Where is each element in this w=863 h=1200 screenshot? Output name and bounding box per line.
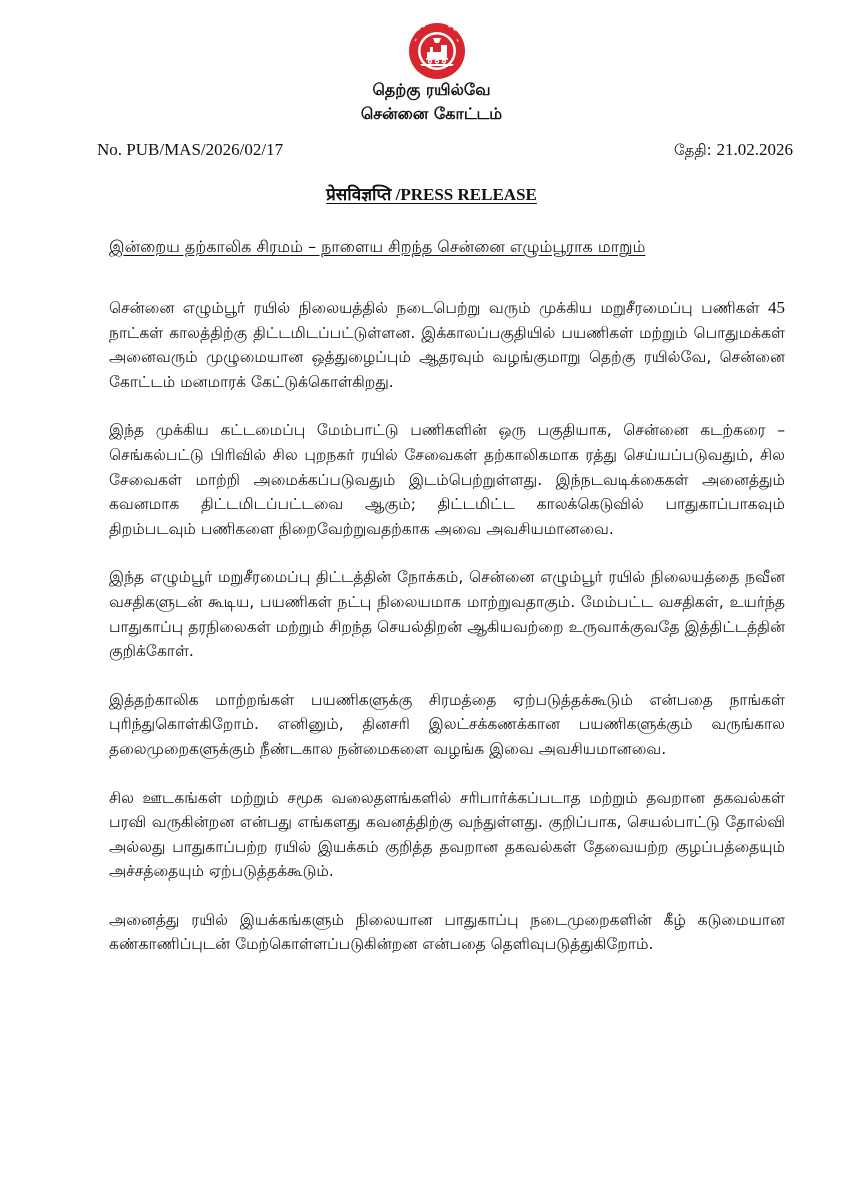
headline: இன்றைய தற்காலிக சிரமம் – நாளைய சிறந்த சென்னை எழும்பூராக மாறும் xyxy=(109,237,646,256)
press-release-title-text: प्रेसविज्ञप्ति /PRESS RELEASE xyxy=(326,185,537,204)
paragraph-1-part-b: நாட்கள் காலத்திற்கு திட்டமிடப்பட்டுள்ளன. இக்காலப்பகுதியில் பயணிகள் மற்றும் பொதுமக்கள் அனைவரும் முழுமையான ஒத்துழைப்பும் ஆதரவும் வழங்குமாறு தெற்கு ரயில்வே, சென்னை கோட்டம் மனமாரக் கேட்டுக்கொள்கிறது. xyxy=(109,323,785,391)
release-date xyxy=(674,140,793,161)
paragraph-3: இந்த எழும்பூர் மறுசீரமைப்பு திட்டத்தின் நோக்கம், சென்னை எழும்பூர் ரயில் நிலையத்தை நவீன வசதிகளுடன் கூடிய, பயணிகள் நட்பு நிலையமாக மாற்றுவதாகும். மேம்பட்ட வசதிகள், உயர்ந்த பாதுகாப்பு தரநிலைகள் மற்றும் சிறந்த செயல்திறன் ஆகியவற்றை உருவாக்குவதே இத்திட்டத்தின் குறிக்கோள். xyxy=(109,568,785,661)
paragraph-1 xyxy=(109,296,785,394)
paragraph-4: இத்தற்காலிக மாற்றங்கள் பயணிகளுக்கு சிரமத்தை ஏற்படுத்தக்கூடும் என்பதை நாங்கள் புரிந்துகொள்கிறோம். எனினும், தினசரி இலட்சக்கணக்கான பயணிகளுக்கும் வருங்கால தலைமுறைகளுக்கும் நீண்டகால நன்மைகளை வழங்க இவை அவசியமானவை. xyxy=(109,690,785,758)
paragraph-5: சில ஊடகங்கள் மற்றும் சமூக வலைதளங்களில் சரிபார்க்கப்படாத மற்றும் தவறான தகவல்கள் பரவி வருகின்றன என்பது எங்களது கவனத்திற்கு வந்துள்ளது. குறிப்பாக, செயல்பாட்டு தோல்வி அல்லது பாதுகாப்பற்ற ரயில் இயக்கம் குறித்த தவறான தகவல்கள் தேவையற்ற குழப்பத்தையும் அச்சத்தையும் ஏற்படுத்தக்கூடும். xyxy=(109,788,785,881)
indian-railways-logo-icon xyxy=(408,22,466,80)
body-text xyxy=(109,296,785,981)
paragraph-2: இந்த முக்கிய கட்டமைப்பு மேம்பாட்டு பணிகளின் ஒரு பகுதியாக, சென்னை கடற்கரை – செங்கல்பட்டு பிரிவில் சில புறநகர் ரயில் சேவைகள் தற்காலிகமாக ரத்து செய்யப்படுவதும், சில சேவைகள் மாற்றி அமைக்கப்படுவதும் இடம்பெற்றுள்ளது. இந்நடவடிக்கைகள் அனைத்தும் கவனமாக திட்டமிடப்பட்டவை ஆகும்; திட்டமிட்ட காலக்கெடுவில் பாதுகாப்பாகவும் திறம்படவும் பணிகளை நிறைவேற்றுவதற்காக அவை அவசியமானவை. xyxy=(109,421,785,538)
reference-number: No. PUB/MAS/2026/02/17 xyxy=(97,140,284,159)
organization-name: தெற்கு ரயில்வே xyxy=(372,80,491,99)
press-release-title xyxy=(0,182,863,205)
date-value: 21.02.2026 xyxy=(716,140,793,159)
division-name: சென்னை கோட்டம் xyxy=(360,104,503,123)
duration-days: 45 xyxy=(768,298,785,317)
paragraph-1-part-a: சென்னை எழும்பூர் ரயில் நிலையத்தில் நடைபெற்று வரும் முக்கிய மறுசீரமைப்பு பணிகள் xyxy=(109,299,768,317)
date-label: தேதி: xyxy=(673,141,717,159)
paragraph-6: அனைத்து ரயில் இயக்கங்களும் நிலையான பாதுகாப்பு நடைமுறைகளின் கீழ் கடுமையான கண்காணிப்புடன் மேற்கொள்ளப்படுகின்றன என்பதை தெளிவுபடுத்துகிறோம். xyxy=(109,910,785,954)
